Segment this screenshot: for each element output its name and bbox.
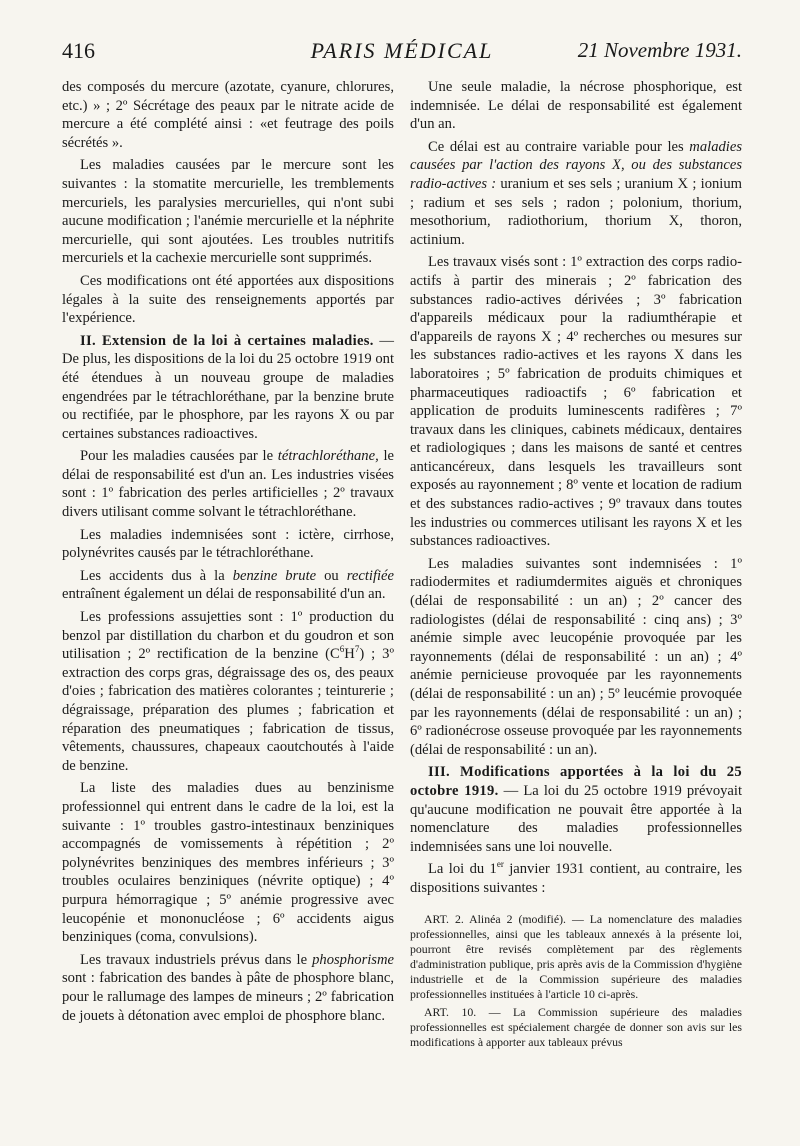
right-column: [410, 78, 742, 1053]
paragraph-text: le délai de responsabilité est d'un an. Les industries visées sont : 1º fabrication des perles artificielles ; 2º travaux divers utilisant comme solvant le tétrachloréthane.: [62, 448, 394, 521]
paragraph-text: Les accidents dus à la: [80, 567, 233, 584]
article-note: ART. 10. — La Commission supérieure des maladies professionnelles est spécialement chargée de donner son avis sur les modifications à apporter aux tableaux prévus: [410, 1004, 742, 1049]
paragraph: [62, 447, 394, 521]
journal-title: PARIS MÉDICAL: [310, 38, 494, 63]
section-paragraph: [62, 332, 394, 444]
paragraph: [62, 608, 394, 775]
paragraph-text: ) ; 3º extraction des corps gras, dégraissage des os, des peaux d'oies ; fabrication des matières colorantes ; teinturerie ; dégraissage, préparation des plumes ; fabrication et réparation des pneumatiques ; fabrication de tissus, vêtements, chaussures, chapeaux caoutchoutés à l'aide de benzine.: [62, 646, 394, 774]
paragraph: Ces modifications ont été apportées aux dispositions légales à la suite des renseignements apportés par l'expérience.: [62, 272, 394, 327]
paragraph-text: — De plus, les dispositions de la loi du 25 octobre 1919 ont été étendues à un nouveau groupe de maladies engendrées par le tétrachloréthane, par la benzine brute ou rectifiée, par le phosphore, par les rayons X ou par certaines substances radioactives.: [62, 332, 394, 442]
italic-term: rectifiée: [346, 567, 395, 584]
legal-excerpt: [410, 912, 742, 1050]
paragraph-text: La loi du 1: [428, 861, 497, 878]
paragraph-text: — La loi du 25 octobre 1919 prévoyait qu'aucune modification ne pouvait être apportée à la nomenclature des maladies professionnelles indemnisées sans une loi nouvelle.: [410, 782, 743, 855]
paragraph-text: Pour les maladies causées par le: [80, 448, 278, 465]
paragraph: [410, 860, 742, 897]
italic-term: benzine brute: [232, 567, 317, 584]
paragraph-text: Ce délai est au contraire variable pour les: [428, 138, 690, 155]
paragraph: La liste des maladies dues au benzinisme professionnel qui entrent dans le cadre de la loi, est la suivante : 1º troubles gastro-intestinaux benziniques accompagnés de vomissements à répétition ; 2º polynévrites benziniques des membres inférieurs ; 3º troubles oculaires benziniques (névrite optique) ; 4º purpura hémorragique ; 5º anémie progressive avec leucopénie et mononucléose ; 6º accidents aigus benziniques (coma, convulsions).: [62, 780, 394, 946]
page-header: [62, 38, 742, 68]
article-note: ART. 2. Alinéa 2 (modifié). — La nomenclature des maladies professionnelles, ainsi que les tableaux annexés à la présente loi, pourront être revisés complètement par des règlements d'administration publique, pris après avis de la Commission d'hygiène industrielle et de la Commission supérieure des maladies professionnelles instituées à l'article 10 ci-après.: [410, 911, 742, 1001]
paragraph: [410, 138, 742, 250]
formula-text: H: [344, 646, 355, 663]
issue-date: 21 Novembre 1931.: [577, 38, 742, 62]
page-number: 416: [62, 38, 95, 63]
formula-superscript: 6: [339, 644, 345, 655]
paragraph-text: sont : fabrication des bandes à pâte de phosphore blanc, pour le rallumage des lampes de mineurs ; 2º fabrication de jouets à détonation avec emploi de phosphore blanc.: [62, 970, 394, 1024]
left-column: [62, 78, 394, 1029]
section-heading: II. Extension de la loi à certaines maladies.: [80, 332, 374, 349]
paragraph: Une seule maladie, la nécrose phosphorique, est indemnisée. Le délai de responsabilité est également d'un an.: [410, 79, 742, 133]
paragraph: [62, 951, 394, 1025]
section-heading: III. Modifications apportées à la loi du 25 octobre 1919.: [410, 764, 742, 799]
section-paragraph: [410, 763, 742, 856]
paragraph: Les travaux visés sont : 1º extraction des corps radio-actifs à partir des minerais ; 2º fabrication des substances radio-actives dérivées ; 3º fabrication d'appareils médicaux pour la radiumthérapie et d'appareils de rayons X ; 4º recherches ou mesures sur les substances radio-actives et les rayons X dans les laboratoires ; 5º fabrication de produits chimiques et pharmaceutiques radioactifs ; 6º fabrication et application de produits luminescents radifères ; 7º travaux dans les cliniques, cabinets médicaux, dentaires et radiologiques ; dans les maisons de santé et centres anticancéreux, dans lesquels les travailleurs sont exposés au rayonnement ; 8º vente et location de radium et des substances radio-actives ; 9º travaux dans toutes les industries ou commerces utilisant les rayons X et les substances radioactives.: [410, 254, 742, 550]
paragraph: Les maladies indemnisées sont : ictère, cirrhose, polynévrites causés par le tétrachloréthane.: [62, 526, 394, 562]
italic-term: maladies causées par l'action des rayons X, ou des substances radio-actives :: [410, 138, 742, 192]
ordinal-superscript: er: [496, 859, 504, 870]
paragraph-text: Les travaux industriels prévus dans le: [80, 951, 313, 968]
formula-superscript: 7: [354, 644, 360, 655]
paragraph: des composés du mercure (azotate, cyanure, chlorures, etc.) » ; 2º Sécrétage des peaux par le nitrate acide de mercure a été complété ainsi : «et feutrage des poils sécrétés ».: [62, 79, 394, 151]
paragraph-text: uranium et ses sels ; uranium X ; ionium ; radium et ses sels ; radon ; polonium, thorium, mesothorium, radiothorium, thorium X, thoron, actinium.: [410, 175, 742, 248]
paragraph: Les maladies suivantes sont indemnisées : 1º radiodermites et radiumdermites aiguës et chroniques (délai de responsabilité : un an) ; 2º cancer des radiologistes (délai de responsabilité : cinq ans) ; 3º anémie simple avec leucopénie provoquée par les rayonnements (délai de responsabilité : un an) ; 4º anémie pernicieuse provoquée par les rayonnements (délai de responsabilité : un an) ; 5º leucémie provoquée par les rayonnements (délai de responsabilité : un an) ; 6º radionécrose osseuse provoquée par les rayonnements (délai de responsabilité : un an).: [410, 555, 742, 758]
paragraph-text: Les professions assujetties sont : 1º production du benzol par distillation du charbon et du goudron et son utilisation ; 2º rectification de la benzine (C: [62, 609, 394, 663]
italic-term: tétrachloréthane,: [277, 448, 379, 465]
italic-term: phosphorisme: [312, 951, 394, 968]
paragraph: Les maladies causées par le mercure sont les suivantes : la stomatite mercurielle, les tremblements mercuriels, les paralysies mercurielles, qui n'ont subi aucune modification ; l'anémie mercurielle et la néphrite mercurielle, qui sont ajoutées. Les troubles nutritifs mercuriels et la cachexie mercurielle sont supprimés.: [62, 157, 394, 267]
paragraph-text: janvier 1931 contient, au contraire, les dispositions suivantes :: [410, 861, 742, 896]
paragraph-text: ou: [316, 567, 347, 584]
paragraph-text: entraînent également un délai de responsabilité d'un an.: [62, 586, 386, 603]
paragraph: [62, 567, 394, 604]
